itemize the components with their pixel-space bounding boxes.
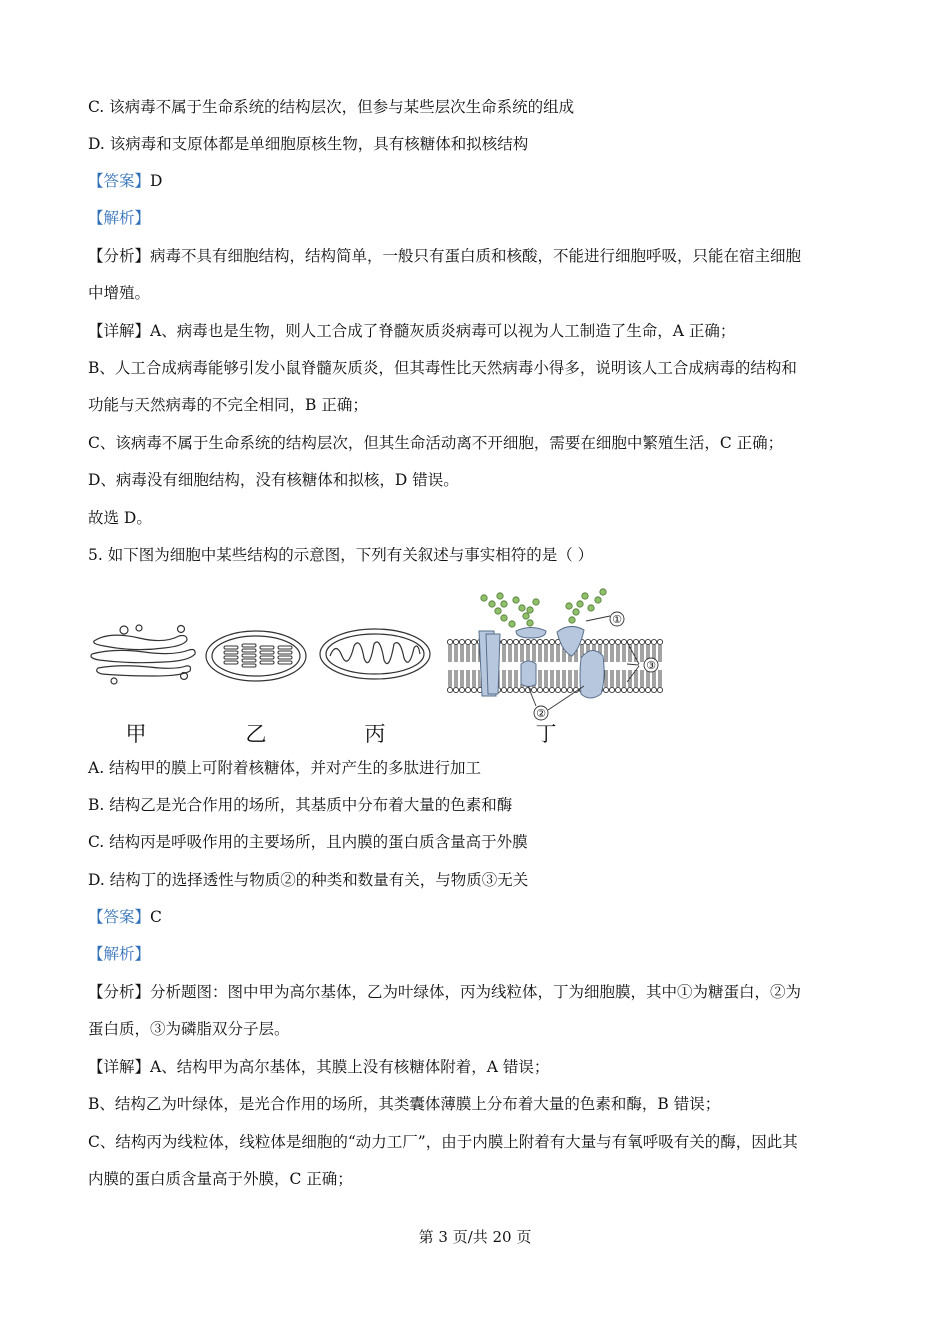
text-line: D、病毒没有细胞结构，没有核糖体和拟核，D 错误。 xyxy=(88,471,459,489)
cell-structures-figure xyxy=(84,586,684,756)
text-line: 内膜的蛋白质含量高于外膜，C 正确； xyxy=(88,1170,353,1188)
mitochondrion-drawing xyxy=(320,629,430,679)
text-line: 【详解】A、病毒也是生物，则人工合成了脊髓灰质炎病毒可以视为人工制造了生命，A 正确； xyxy=(88,322,736,340)
label-ding: 丁 xyxy=(535,722,557,746)
text-line: B、结构乙为叶绿体，是光合作用的场所，其类囊体薄膜上分布着大量的色素和酶，B 错误； xyxy=(88,1095,721,1113)
page-footer: 第 3 页/共 20 页 xyxy=(418,1228,532,1246)
text-line: 中增殖。 xyxy=(88,284,151,302)
analysis-heading: 【解析】 xyxy=(88,945,151,963)
question-stem: 5. 如下图为细胞中某些结构的示意图，下列有关叙述与事实相符的是（ ） xyxy=(88,546,594,564)
option-b: B. 结构乙是光合作用的场所，其基质中分布着大量的色素和酶 xyxy=(88,796,513,814)
text-line: B、人工合成病毒能够引发小鼠脊髓灰质炎，但其毒性比天然病毒小得多，说明该人工合成病毒的结构和 xyxy=(88,359,797,377)
cell-membrane-drawing xyxy=(447,589,662,720)
option-c: C. 结构丙是呼吸作用的主要场所，且内膜的蛋白质含量高于外膜 xyxy=(88,833,528,851)
option-a: A. 结构甲的膜上可附着核糖体，并对产生的多肽进行加工 xyxy=(88,759,482,777)
option-d: D. 结构丁的选择透性与物质②的种类和数量有关，与物质③无关 xyxy=(88,871,529,889)
golgi-apparatus-drawing xyxy=(91,625,195,684)
answer-line: 【答案】D xyxy=(88,172,163,190)
text-line: D. 该病毒和支原体都是单细胞原核生物，具有核糖体和拟核结构 xyxy=(88,135,529,153)
text-line: 【分析】分析题图：图中甲为高尔基体，乙为叶绿体，丙为线粒体，丁为细胞膜，其中①为糖蛋白，②为 xyxy=(88,983,802,1001)
text-line: C. 该病毒不属于生命系统的结构层次，但参与某些层次生命系统的组成 xyxy=(88,98,575,116)
text-line: 【详解】A、结构甲为高尔基体，其膜上没有核糖体附着，A 错误； xyxy=(88,1058,550,1076)
callout-2: ② xyxy=(536,707,546,720)
text-line: 故选 D。 xyxy=(88,509,152,527)
text-line: C、结构丙为线粒体，线粒体是细胞的“动力工厂”，由于内膜上附着有大量与有氧呼吸有关的酶，因此其 xyxy=(88,1133,798,1151)
text-line: 功能与天然病毒的不完全相同，B 正确； xyxy=(88,396,368,414)
label-jia: 甲 xyxy=(125,722,147,746)
text-line: 【分析】病毒不具有细胞结构，结构简单，一般只有蛋白质和核酸，不能进行细胞呼吸，只能在宿主细胞 xyxy=(88,247,802,265)
label-yi: 乙 xyxy=(245,722,267,746)
answer-line: 【答案】C xyxy=(88,908,162,926)
analysis-heading: 【解析】 xyxy=(88,209,151,227)
label-bing: 丙 xyxy=(364,722,386,746)
text-line: C、该病毒不属于生命系统的结构层次，但其生命活动离不开细胞，需要在细胞中繁殖生活，C 正确； xyxy=(88,434,784,452)
callout-1: ① xyxy=(612,613,622,626)
chloroplast-drawing xyxy=(206,631,306,681)
callout-3: ③ xyxy=(646,659,656,672)
text-line: 蛋白质，③为磷脂双分子层。 xyxy=(88,1020,290,1038)
